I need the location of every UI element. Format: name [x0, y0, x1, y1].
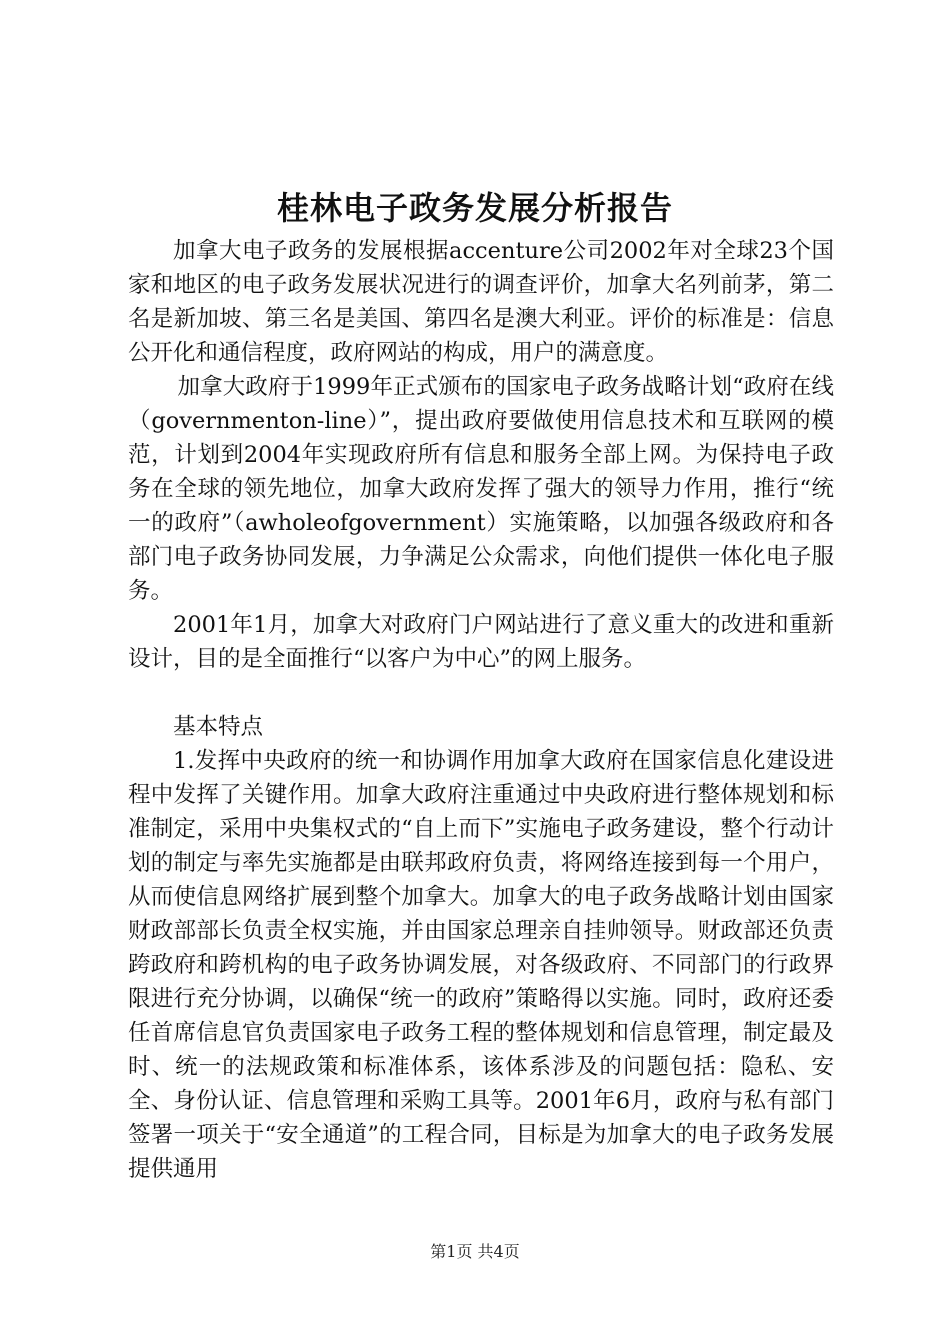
paragraph-portal-redesign: 2001年1月，加拿大对政府门户网站进行了意义重大的改进和重新设计，目的是全面推行“以客户为中心”的网上服务。 — [128, 612, 834, 672]
paragraph-government-online: 加拿大政府于1999年正式颁布的国家电子政务战略计划“政府在线（governmenton-line）”，提出政府要做使用信息技术和互联网的模范，计划到2004年实现政府所有信息和服务全部上网。为保持电子政务在全球的领先地位，加拿大政府发挥了强大的领导力作用，推行“统一的政府”（awholeofgovernment）实施策略，以加强各级政府和各部门电子政务协同发展，力争满足公众需求，向他们提供一体化电子服务。 — [128, 374, 834, 604]
section-heading: 基本特点 — [173, 714, 264, 740]
document-title: 桂林电子政务发展分析报告 — [276, 189, 673, 227]
document-body — [128, 234, 834, 1186]
paragraph-canada-ranking: 加拿大电子政务的发展根据accenture公司2002年对全球23个国家和地区的电子政务发展状况进行的调查评价，加拿大名列前茅，第二名是新加坡、第三名是美国、第四名是澳大利亚。评价的标准是：信息公开化和通信程度，政府网站的构成，用户的满意度。 — [128, 238, 834, 366]
page-number-footer: 第1页 共4页 — [430, 1242, 520, 1261]
paragraph-central-government-role: 1.发挥中央政府的统一和协调作用加拿大政府在国家信息化建设进程中发挥了关键作用。加拿大政府注重通过中央政府进行整体规划和标准制定，采用中央集权式的“自上而下”实施电子政务建设，整个行动计划的制定与率先实施都是由联邦政府负责，将网络连接到每一个用户，从而使信息网络扩展到整个加拿大。加拿大的电子政务战略计划由国家财政部部长负责全权实施，并由国家总理亲自挂帅领导。财政部还负责跨政府和跨机构的电子政务协调发展，对各级政府、不同部门的行政界限进行充分协调，以确保“统一的政府”策略得以实施。同时，政府还委任首席信息官负责国家电子政务工程的整体规划和信息管理，制定最及时、统一的法规政策和标准体系，该体系涉及的问题包括：隐私、安全、身份认证、信息管理和采购工具等。2001年6月，政府与私有部门签署一项关于“安全通道”的工程合同，目标是为加拿大的电子政务发展提供通用 — [128, 748, 834, 1182]
